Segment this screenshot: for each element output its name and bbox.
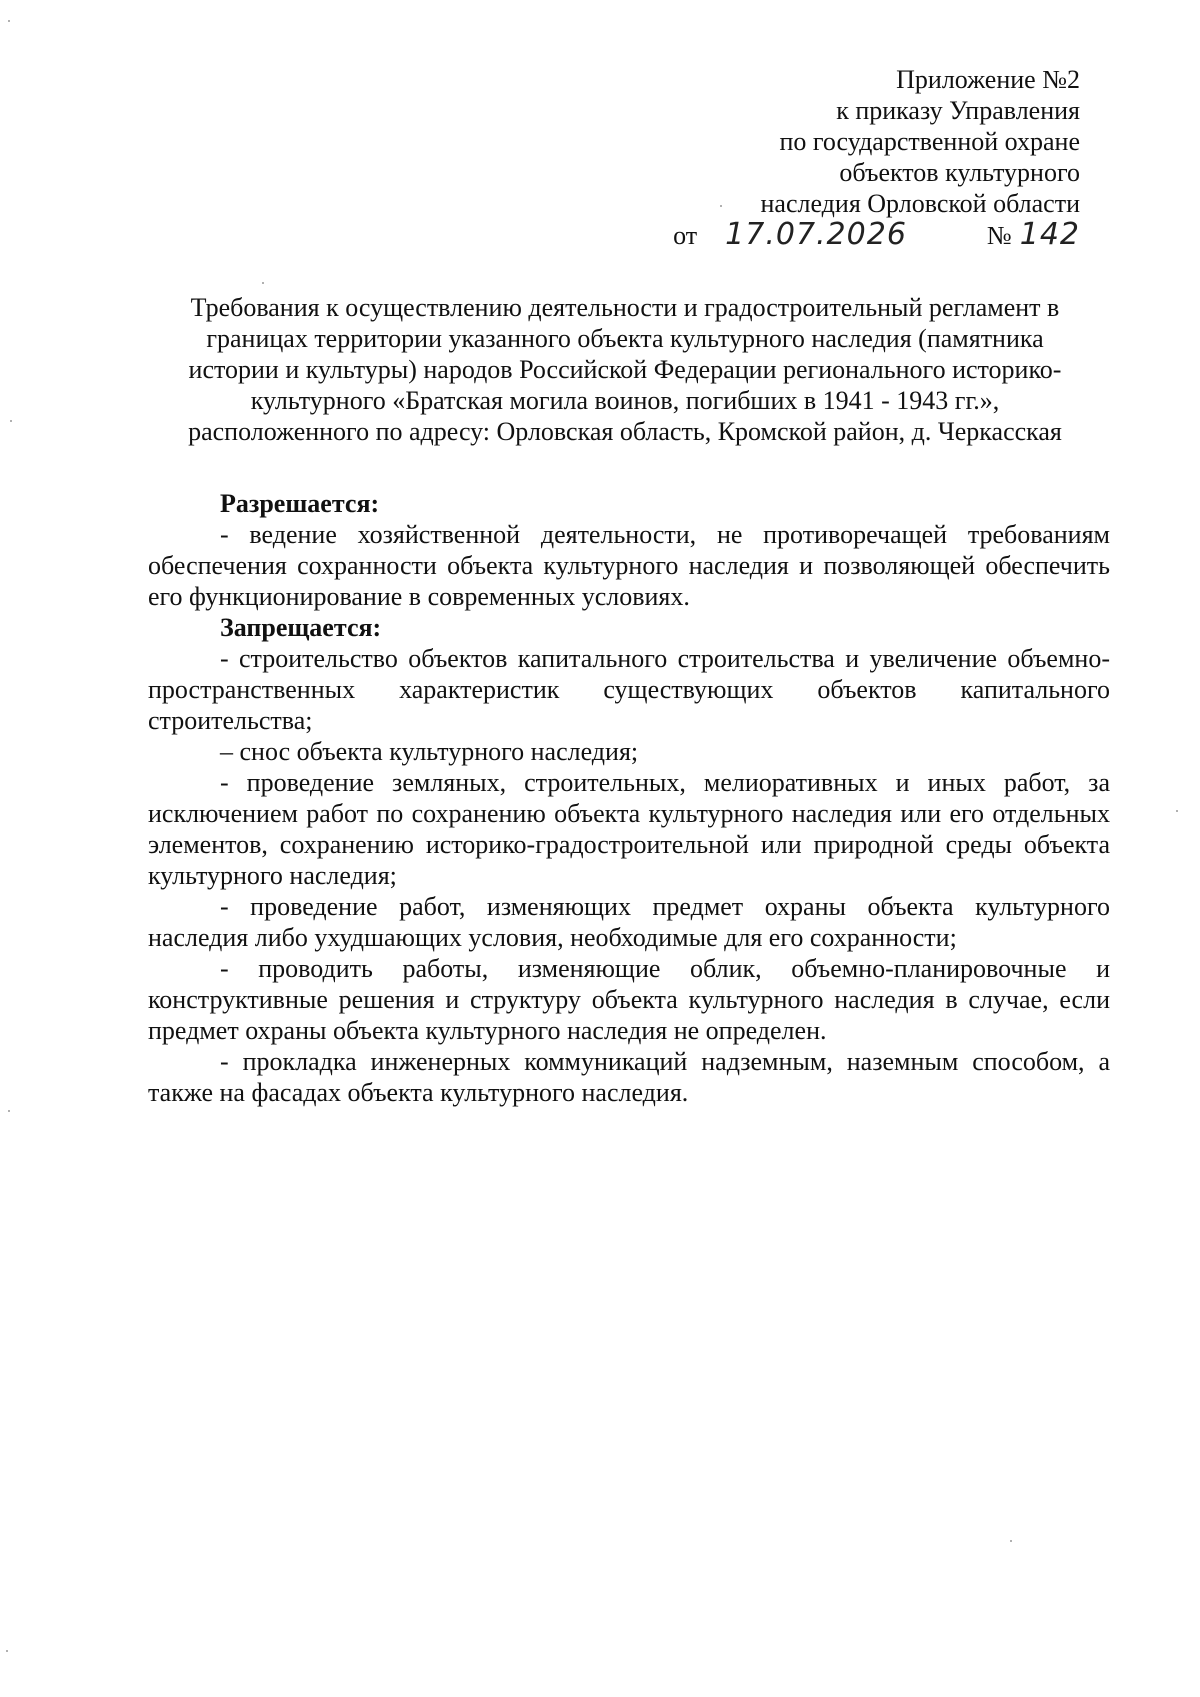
- header-line-objects: объектов культурного: [839, 158, 1080, 187]
- prohibited-item: - проведение работ, изменяющих предмет охраны объекта культурного наследия либо ухудшающих условия, необходимые для его сохранности;: [148, 892, 1110, 952]
- prohibited-item: - проводить работы, изменяющие облик, объемно-планировочные и конструктивные решения и структуру объекта культурного наследия в случае, если предмет охраны объекта культурного наследия не определен.: [148, 954, 1110, 1045]
- allowed-item: - ведение хозяйственной деятельности, не противоречащей требованиям обеспечения сохранности объекта культурного наследия и позволяющей обеспечить его функционирование в современных условиях.: [148, 520, 1110, 611]
- header-date-row: [520, 219, 1080, 251]
- title-line: культурного «Братская могила воинов, погибших в 1941 - 1943 гг.»,: [250, 386, 1000, 415]
- handwritten-number: 142: [1019, 217, 1080, 252]
- scan-speck: [1010, 1540, 1012, 1542]
- prohibited-item: - строительство объектов капитального строительства и увеличение объемно-пространственных характеристик существующих объектов капитального строительства;: [148, 644, 1110, 735]
- document-body: [148, 488, 1110, 1108]
- scan-speck: [10, 420, 12, 422]
- prohibited-item: – снос объекта культурного наследия;: [220, 737, 639, 766]
- scan-speck: [720, 205, 722, 207]
- scan-speck: [262, 282, 264, 284]
- header-line-order: к приказу Управления: [836, 96, 1080, 125]
- scan-speck: [8, 20, 10, 22]
- number-prefix: №: [986, 221, 1012, 250]
- date-prefix: от: [673, 221, 698, 250]
- prohibited-item: - проведение земляных, строительных, мелиоративных и иных работ, за исключением работ по сохранению объекта культурного наследия или его отдельных элементов, сохранению историко-градостроительной или природной среды объекта культурного наследия;: [148, 768, 1110, 890]
- document-title: [140, 292, 1110, 447]
- title-line: границах территории указанного объекта культурного наследия (памятника: [206, 324, 1044, 353]
- title-line: Требования к осуществлению деятельности и градостроительный регламент в: [190, 293, 1060, 322]
- header-line-department: по государственной охране: [779, 127, 1080, 156]
- allowed-heading: Разрешается:: [220, 489, 380, 518]
- prohibited-heading: Запрещается:: [220, 613, 382, 642]
- document-header: [520, 64, 1080, 251]
- header-line-region: наследия Орловской области: [760, 189, 1080, 218]
- scan-speck: [8, 1110, 10, 1112]
- title-line: расположенного по адресу: Орловская область, Кромской район, д. Черкасская: [188, 417, 1062, 446]
- prohibited-item: - прокладка инженерных коммуникаций надземным, наземным способом, а также на фасадах объекта культурного наследия.: [148, 1047, 1110, 1107]
- title-line: истории и культуры) народов Российской Федерации регионального историко-: [188, 355, 1062, 384]
- scan-speck: [1176, 810, 1178, 812]
- header-line-appendix: Приложение №2: [896, 65, 1080, 94]
- scan-speck: [6, 1650, 8, 1652]
- handwritten-date: 17.07.2026: [725, 217, 907, 252]
